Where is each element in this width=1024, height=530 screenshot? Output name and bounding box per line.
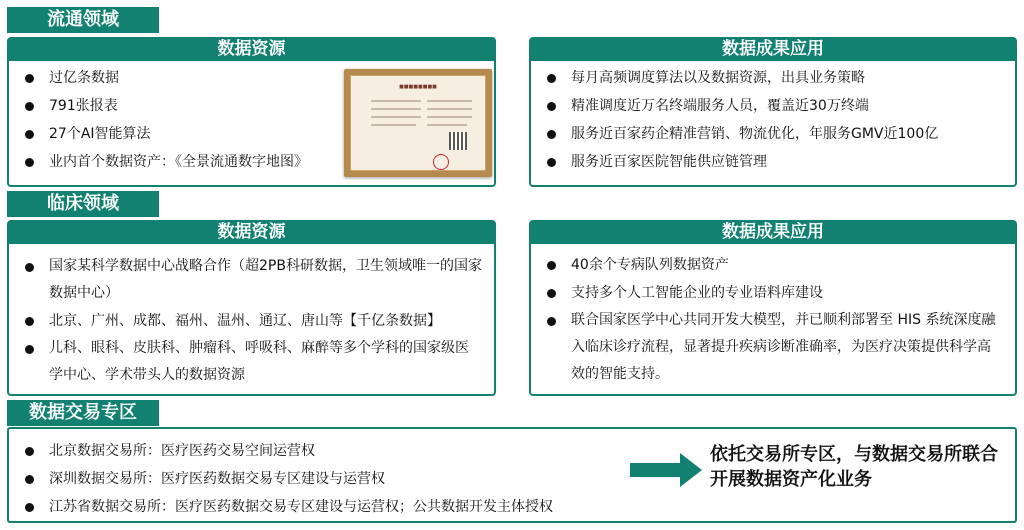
- right-arrow-icon: [630, 453, 702, 487]
- panel-title: 数据资源: [7, 220, 496, 244]
- certificate-image: ■■■■■■■■: [344, 69, 492, 177]
- clinical-resources-panel: [7, 220, 496, 396]
- section-tag-circulation: 流通领域: [7, 7, 159, 33]
- list-item: 服务近百家医院智能供应链管理: [543, 148, 1005, 176]
- list-item: 北京数据交易所：医疗医药交易空间运营权: [21, 437, 1005, 465]
- list-item: 江苏省数据交易所：医疗医药数据交易专区建设与运营权；公共数据开发主体授权: [21, 493, 1005, 521]
- clinical-results-panel: [529, 220, 1017, 396]
- list-item: 服务近百家药企精准营销、物流优化，年服务GMV近100亿: [543, 120, 1005, 148]
- bullet-list: [543, 64, 1005, 176]
- list-item: 40余个专病队列数据资产: [543, 251, 1001, 279]
- panel-title: 数据成果应用: [529, 37, 1017, 61]
- panel-title: 数据成果应用: [529, 220, 1017, 244]
- conclusion-text: 依托交易所专区，与数据交易所联合开展数据资产化业务: [710, 444, 998, 490]
- section-tag-exchange: 数据交易专区: [7, 400, 159, 426]
- panel-title: 数据资源: [7, 37, 496, 61]
- list-item: 业内首个数据资产：《全景流通数字地图》: [21, 148, 484, 176]
- list-item: 支持多个人工智能企业的专业语料库建设: [543, 279, 1001, 307]
- list-item: 27个AI智能算法: [21, 120, 484, 148]
- circulation-results-panel: [529, 37, 1017, 187]
- bullet-list: [543, 251, 1001, 388]
- list-item: 联合国家医学中心共同开发大模型，并已顺利部署至 HIS 系统深度融入临床诊疗流程，显著提升疾病诊断准确率，为医疗决策提供科学高效的智能支持。: [543, 307, 1001, 388]
- list-item: 791张报表: [21, 92, 484, 120]
- list-item: 北京、广州、成都、福州、温州、通辽、唐山等【千亿条数据】: [21, 307, 482, 335]
- list-item: 过亿条数据: [21, 64, 484, 92]
- list-item: 每月高频调度算法以及数据资源，出具业务策略: [543, 64, 1005, 92]
- list-item: 国家某科学数据中心战略合作（超2PB科研数据，卫生领域唯一的国家数据中心）: [21, 253, 482, 307]
- list-item: 精准调度近万名终端服务人员，覆盖近30万终端: [543, 92, 1005, 120]
- section-tag-clinical: 临床领域: [7, 191, 159, 217]
- list-item: 深圳数据交易所：医疗医药数据交易专区建设与运营权: [21, 465, 1005, 493]
- bullet-list: [21, 253, 482, 389]
- list-item: 儿科、眼科、皮肤科、肿瘤科、呼吸科、麻醉等多个学科的国家级医学中心、学术带头人的数据资源: [21, 335, 482, 389]
